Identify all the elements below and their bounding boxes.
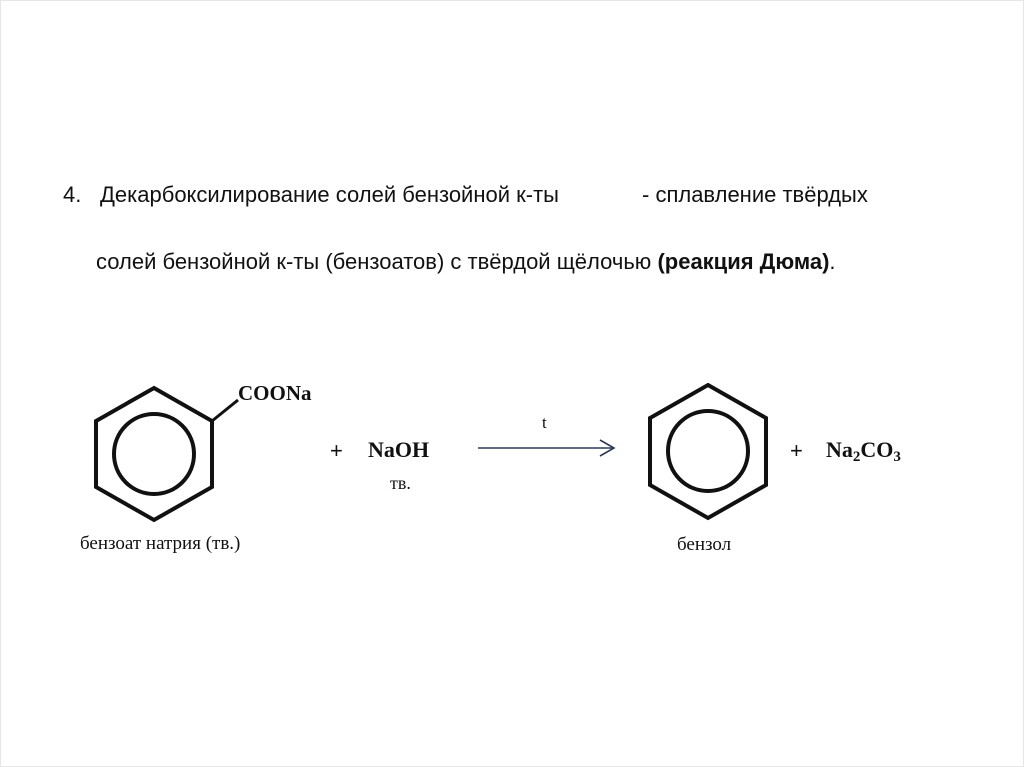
reaction-name: (реакция Дюма) xyxy=(657,249,830,274)
plus-sign-2: + xyxy=(790,438,803,463)
product2-formula xyxy=(826,439,901,465)
benzene-aromatic-circle xyxy=(668,411,748,491)
heading-line1-main: Декарбоксилирование солей бензойной к-ты xyxy=(100,182,559,207)
substituent-bond xyxy=(212,400,238,421)
reactant-label: бензоат натрия (тв.) xyxy=(80,533,241,554)
benzoate-ring xyxy=(96,388,238,520)
heading-line2-end: . xyxy=(829,249,836,274)
product2-co: CO xyxy=(860,437,894,462)
benzoate-aromatic-circle xyxy=(114,414,194,494)
plus-sign-1: + xyxy=(330,438,343,463)
heading-line1-tail: - сплавление твёрдых xyxy=(642,182,868,207)
heading-line2-main: солей бензойной к-ты (бензоатов) с твёрдой щёлочью xyxy=(96,249,652,274)
reagent-formula: NaOH xyxy=(368,437,430,462)
substituent-label: COONa xyxy=(238,381,312,405)
reaction-arrow xyxy=(478,440,614,456)
product2-sub2: 3 xyxy=(893,449,901,465)
product-label: бензол xyxy=(677,534,732,555)
item-number: 4. xyxy=(63,182,82,207)
product2-sub1: 2 xyxy=(852,449,861,465)
product2-na: Na xyxy=(826,437,853,462)
condition-label: t xyxy=(542,413,547,432)
benzene-ring xyxy=(650,385,766,518)
reagent-state: тв. xyxy=(390,473,411,493)
